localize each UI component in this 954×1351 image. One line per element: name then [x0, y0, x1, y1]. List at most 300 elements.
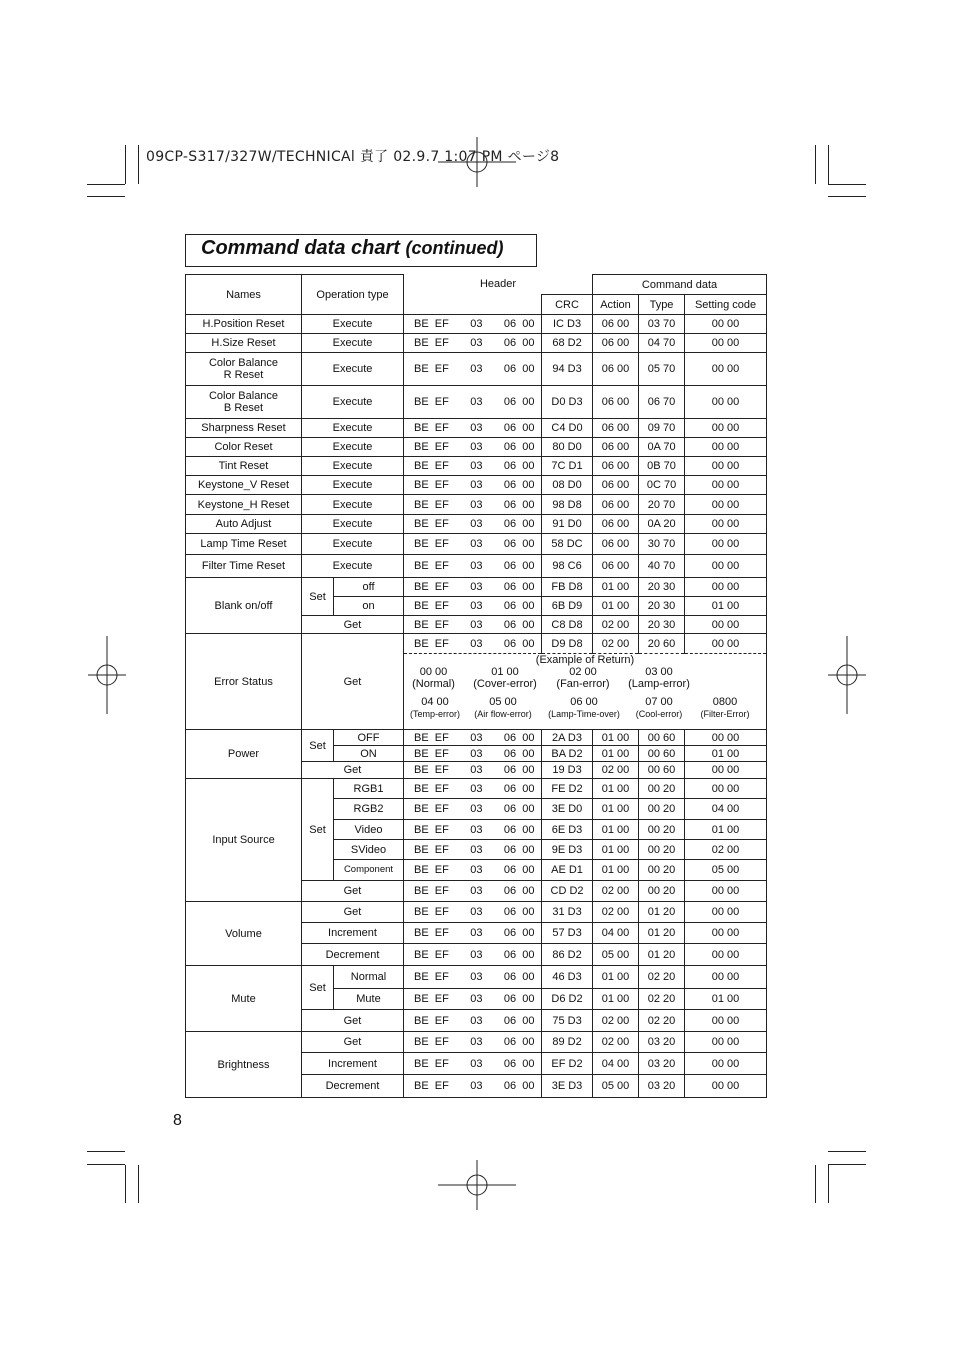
setting-code-cell: 01 00: [685, 746, 767, 762]
crc-cell: 86 D2: [542, 944, 593, 966]
type-cell: 03 20: [639, 1075, 685, 1098]
action-cell: 02 00: [593, 902, 639, 923]
return-code: 0800: [712, 696, 738, 708]
return-example-title: (Example of Return): [535, 654, 635, 666]
return-description: (Filter-Error): [700, 709, 750, 719]
type-cell: 03 20: [639, 1053, 685, 1075]
setting-code-cell: 05 00: [685, 860, 767, 881]
action-cell: 01 00: [593, 799, 639, 820]
action-cell: 06 00: [593, 419, 639, 438]
type-cell: 03 20: [639, 1032, 685, 1053]
type-cell: 06 70: [639, 386, 685, 419]
command-name-cell: Auto Adjust: [186, 515, 302, 534]
return-description: (Air flow-error): [474, 709, 532, 719]
operation-type-cell: Execute: [302, 495, 404, 515]
crc-cell: 98 D8: [542, 495, 593, 515]
action-cell: 02 00: [593, 881, 639, 902]
header-bytes-cell: BE EF 03 06 00: [404, 820, 542, 840]
action-cell: 06 00: [593, 515, 639, 534]
header-bytes-cell: BE EF 03 06 00: [404, 495, 542, 515]
operation-type-cell: Get: [302, 902, 404, 923]
setting-code-cell: 00 00: [685, 386, 767, 419]
table-row: [186, 438, 767, 457]
type-cell: 05 70: [639, 353, 685, 386]
header-bytes-cell: BE EF 03 06 00: [404, 1075, 542, 1098]
crop-mark: [138, 145, 139, 184]
command-name-cell: H.Size Reset: [186, 334, 302, 353]
header-spacer: [404, 295, 542, 315]
type-cell: 00 20: [639, 799, 685, 820]
setting-code-cell: 00 00: [685, 634, 767, 654]
table-row: [186, 779, 767, 799]
operation-type-cell: Execute: [302, 334, 404, 353]
header-bytes-cell: BE EF 03 06 00: [404, 634, 542, 654]
operation-type-cell: Execute: [302, 386, 404, 419]
crc-cell: FE D2: [542, 779, 593, 799]
table-row: [186, 315, 767, 334]
header-bytes-cell: BE EF 03 06 00: [404, 840, 542, 860]
return-code: 04 00: [421, 696, 449, 708]
setting-code-cell: 00 00: [685, 515, 767, 534]
crc-cell: 6E D3: [542, 820, 593, 840]
action-cell: 01 00: [593, 860, 639, 881]
table-row: [186, 578, 767, 597]
type-cell: 20 30: [639, 597, 685, 616]
crc-cell: 58 DC: [542, 534, 593, 555]
setting-code-cell: 00 00: [685, 1075, 767, 1098]
setting-code-cell: 00 00: [685, 881, 767, 902]
header-bytes-cell: BE EF 03 06 00: [404, 438, 542, 457]
command-name-cell: Keystone_H Reset: [186, 495, 302, 515]
action-cell: 01 00: [593, 779, 639, 799]
header-bytes-cell: BE EF 03 06 00: [404, 966, 542, 989]
header-bytes-cell: BE EF 03 06 00: [404, 881, 542, 902]
setting-code-cell: 00 00: [685, 1053, 767, 1075]
type-cell: 04 70: [639, 334, 685, 353]
action-cell: 06 00: [593, 534, 639, 555]
crc-cell: AE D1: [542, 860, 593, 881]
crop-mark: [815, 145, 816, 184]
operation-type-cell: Get: [302, 1032, 404, 1053]
table-row: [186, 476, 767, 495]
header-bytes-cell: BE EF 03 06 00: [404, 555, 542, 578]
section-title-main: Command data chart: [201, 237, 400, 259]
operation-type-cell: Execute: [302, 534, 404, 555]
action-cell: 06 00: [593, 334, 639, 353]
header-names: Names: [186, 275, 302, 315]
setting-code-cell: 01 00: [685, 989, 767, 1010]
crop-mark: [815, 1165, 816, 1203]
return-code: 05 00: [489, 696, 517, 708]
crop-mark: [125, 1165, 126, 1203]
type-cell: 0B 70: [639, 457, 685, 476]
operation-type-cell: Increment: [302, 923, 404, 944]
operation-subtype-cell: off: [334, 578, 404, 597]
header-bytes-cell: BE EF 03 06 00: [404, 860, 542, 881]
setting-code-cell: 00 00: [685, 730, 767, 746]
return-description: (Lamp-error): [628, 678, 690, 690]
type-cell: 00 20: [639, 820, 685, 840]
print-slug: 09CP-S317/327W/TECHNICAl 責了 02.9.7 1:07 PM ページ8: [146, 149, 560, 165]
action-cell: 05 00: [593, 1075, 639, 1098]
section-title-continued: (continued): [405, 238, 504, 258]
action-cell: 04 00: [593, 1053, 639, 1075]
crop-mark: [828, 184, 866, 185]
table-row: [186, 515, 767, 534]
type-cell: 02 20: [639, 989, 685, 1010]
setting-code-cell: 00 00: [685, 353, 767, 386]
header-bytes-cell: BE EF 03 06 00: [404, 989, 542, 1010]
setting-code-cell: 00 00: [685, 1032, 767, 1053]
crc-cell: 98 C6: [542, 555, 593, 578]
header-header-label: Header: [479, 278, 517, 291]
type-cell: 03 70: [639, 315, 685, 334]
header-bytes-cell: BE EF 03 06 00: [404, 457, 542, 476]
setting-code-cell: 00 00: [685, 762, 767, 779]
section-title: [201, 237, 503, 260]
setting-code-cell: 02 00: [685, 840, 767, 860]
type-cell: 00 60: [639, 746, 685, 762]
command-name-cell: Color Balance B Reset: [186, 386, 302, 419]
registration-mark-icon: [88, 636, 126, 714]
command-name-cell: Keystone_V Reset: [186, 476, 302, 495]
type-cell: 0C 70: [639, 476, 685, 495]
setting-code-cell: 00 00: [685, 315, 767, 334]
action-cell: 02 00: [593, 634, 639, 654]
type-cell: 20 70: [639, 495, 685, 515]
operation-type-cell: Increment: [302, 1053, 404, 1075]
table-row: [186, 386, 767, 419]
command-name-cell: Lamp Time Reset: [186, 534, 302, 555]
crc-cell: 31 D3: [542, 902, 593, 923]
type-cell: 00 20: [639, 881, 685, 902]
action-cell: 01 00: [593, 840, 639, 860]
type-cell: 00 20: [639, 840, 685, 860]
operation-subtype-cell: RGB2: [334, 799, 404, 820]
operation-subtype-cell: Component: [334, 860, 404, 881]
crc-cell: 2A D3: [542, 730, 593, 746]
operation-subtype-cell: on: [334, 597, 404, 616]
return-description: (Normal): [412, 678, 455, 690]
setting-code-cell: 00 00: [685, 334, 767, 353]
return-description: (Temp-error): [409, 709, 460, 719]
header-bytes-cell: BE EF 03 06 00: [404, 315, 542, 334]
type-cell: 40 70: [639, 555, 685, 578]
setting-code-cell: 00 00: [685, 578, 767, 597]
header-bytes-cell: BE EF 03 06 00: [404, 730, 542, 746]
action-cell: 04 00: [593, 923, 639, 944]
crop-mark: [87, 1151, 125, 1152]
crop-mark: [125, 145, 126, 184]
action-cell: 06 00: [593, 555, 639, 578]
crc-cell: 80 D0: [542, 438, 593, 457]
section-title-box: [185, 234, 537, 267]
header-header: [404, 275, 593, 295]
registration-mark-icon: [828, 636, 866, 714]
command-name-cell: Power: [186, 730, 302, 779]
type-cell: 01 20: [639, 902, 685, 923]
action-cell: 01 00: [593, 989, 639, 1010]
crc-cell: CD D2: [542, 881, 593, 902]
crc-cell: EF D2: [542, 1053, 593, 1075]
command-name-cell: Volume: [186, 902, 302, 966]
operation-get-cell: Get: [302, 616, 404, 634]
header-bytes-cell: BE EF 03 06 00: [404, 476, 542, 495]
type-cell: 0A 70: [639, 438, 685, 457]
setting-code-cell: 04 00: [685, 799, 767, 820]
operation-type-cell: Execute: [302, 315, 404, 334]
setting-code-cell: 00 00: [685, 476, 767, 495]
table-row: [186, 334, 767, 353]
operation-set-cell: Set: [302, 730, 334, 762]
table-row: [186, 966, 767, 989]
operation-set-cell: Set: [302, 966, 334, 1010]
header-bytes-cell: BE EF 03 06 00: [404, 419, 542, 438]
crc-cell: FB D8: [542, 578, 593, 597]
setting-code-cell: 01 00: [685, 820, 767, 840]
type-cell: 00 20: [639, 860, 685, 881]
header-bytes-cell: BE EF 03 06 00: [404, 902, 542, 923]
action-cell: 06 00: [593, 476, 639, 495]
crop-mark: [87, 184, 125, 185]
operation-subtype-cell: RGB1: [334, 779, 404, 799]
header-bytes-cell: BE EF 03 06 00: [404, 779, 542, 799]
return-code: 01 00: [491, 666, 519, 678]
setting-code-cell: 00 00: [685, 902, 767, 923]
type-cell: 00 20: [639, 779, 685, 799]
header-bytes-cell: BE EF 03 06 00: [404, 515, 542, 534]
type-cell: 20 30: [639, 578, 685, 597]
table-row: [186, 353, 767, 386]
crop-mark: [828, 1164, 866, 1165]
command-name-cell: Blank on/off: [186, 578, 302, 634]
action-cell: 02 00: [593, 1010, 639, 1032]
type-cell: 0A 20: [639, 515, 685, 534]
operation-type-cell: Execute: [302, 457, 404, 476]
action-cell: 02 00: [593, 616, 639, 634]
crc-cell: 6B D9: [542, 597, 593, 616]
crc-cell: 3E D0: [542, 799, 593, 820]
setting-code-cell: 01 00: [685, 597, 767, 616]
table-row: [186, 534, 767, 555]
header-crc: CRC: [542, 295, 593, 315]
return-code: 06 00: [570, 696, 598, 708]
crc-cell: C4 D0: [542, 419, 593, 438]
operation-type-cell: Execute: [302, 476, 404, 495]
table-row: [186, 1032, 767, 1053]
crop-mark: [828, 196, 866, 197]
command-name-cell: Tint Reset: [186, 457, 302, 476]
header-bytes-cell: BE EF 03 06 00: [404, 1010, 542, 1032]
operation-get-cell: Get: [302, 634, 404, 730]
table-row: [186, 634, 767, 654]
header-bytes-cell: BE EF 03 06 00: [404, 534, 542, 555]
header-bytes-cell: BE EF 03 06 00: [404, 578, 542, 597]
crc-cell: 7C D1: [542, 457, 593, 476]
operation-subtype-cell: Normal: [334, 966, 404, 989]
setting-code-cell: 00 00: [685, 555, 767, 578]
header-type: Type: [639, 295, 685, 315]
table-row: [186, 730, 767, 746]
action-cell: 02 00: [593, 762, 639, 779]
type-cell: 02 20: [639, 966, 685, 989]
operation-get-cell: Get: [302, 881, 404, 902]
crc-cell: 89 D2: [542, 1032, 593, 1053]
registration-mark-icon: [438, 1160, 516, 1210]
return-description: (Lamp-Time-over): [548, 709, 620, 719]
action-cell: 06 00: [593, 438, 639, 457]
action-cell: 01 00: [593, 597, 639, 616]
header-setting-code: Setting code: [685, 295, 767, 315]
crc-cell: 68 D2: [542, 334, 593, 353]
header-bytes-cell: BE EF 03 06 00: [404, 353, 542, 386]
return-code: 00 00: [419, 666, 448, 678]
crc-cell: 75 D3: [542, 1010, 593, 1032]
operation-set-cell: Set: [302, 779, 334, 881]
operation-type-cell: Decrement: [302, 1075, 404, 1098]
operation-get-cell: Get: [302, 762, 404, 779]
command-name-cell: Filter Time Reset: [186, 555, 302, 578]
crc-cell: D9 D8: [542, 634, 593, 654]
return-description: (Cover-error): [473, 678, 537, 690]
setting-code-cell: 00 00: [685, 779, 767, 799]
setting-code-cell: 00 00: [685, 419, 767, 438]
operation-set-cell: Set: [302, 578, 334, 616]
crop-mark: [828, 1165, 829, 1203]
action-cell: 06 00: [593, 495, 639, 515]
crc-cell: 91 D0: [542, 515, 593, 534]
type-cell: 20 30: [639, 616, 685, 634]
return-description: (Fan-error): [556, 678, 610, 690]
command-name-cell: Mute: [186, 966, 302, 1032]
crc-cell: D0 D3: [542, 386, 593, 419]
crop-mark: [87, 1164, 125, 1165]
type-cell: 02 20: [639, 1010, 685, 1032]
crc-cell: 08 D0: [542, 476, 593, 495]
setting-code-cell: 00 00: [685, 534, 767, 555]
crop-mark: [828, 145, 829, 184]
setting-code-cell: 00 00: [685, 457, 767, 476]
setting-code-cell: 00 00: [685, 944, 767, 966]
header-bytes-cell: BE EF 03 06 00: [404, 334, 542, 353]
command-name-cell: Input Source: [186, 779, 302, 902]
action-cell: 06 00: [593, 457, 639, 476]
action-cell: 06 00: [593, 353, 639, 386]
command-name-cell: Brightness: [186, 1032, 302, 1098]
crop-mark: [138, 1165, 139, 1203]
header-operation-type: Operation type: [302, 275, 404, 315]
header-bytes-cell: BE EF 03 06 00: [404, 746, 542, 762]
command-name-cell: Color Balance R Reset: [186, 353, 302, 386]
setting-code-cell: 00 00: [685, 495, 767, 515]
command-name-cell: Color Reset: [186, 438, 302, 457]
command-name-cell: H.Position Reset: [186, 315, 302, 334]
operation-subtype-cell: OFF: [334, 730, 404, 746]
type-cell: 01 20: [639, 923, 685, 944]
crc-cell: 94 D3: [542, 353, 593, 386]
action-cell: 01 00: [593, 730, 639, 746]
header-action: Action: [593, 295, 639, 315]
header-bytes-cell: BE EF 03 06 00: [404, 597, 542, 616]
action-cell: 02 00: [593, 1032, 639, 1053]
header-bytes-cell: BE EF 03 06 00: [404, 944, 542, 966]
return-code: 02 00: [569, 666, 597, 678]
table-row: [186, 457, 767, 476]
type-cell: 00 60: [639, 730, 685, 746]
operation-type-cell: Execute: [302, 555, 404, 578]
type-cell: 00 60: [639, 762, 685, 779]
command-data-table: [185, 274, 767, 1098]
header-bytes-cell: BE EF 03 06 00: [404, 923, 542, 944]
table-row: [186, 902, 767, 923]
header-bytes-cell: BE EF 03 06 00: [404, 616, 542, 634]
return-description: (Cool-error): [635, 709, 683, 719]
crc-cell: 57 D3: [542, 923, 593, 944]
table-row: [186, 495, 767, 515]
action-cell: 01 00: [593, 966, 639, 989]
table-row: [186, 555, 767, 578]
setting-code-cell: 00 00: [685, 1010, 767, 1032]
action-cell: 06 00: [593, 386, 639, 419]
operation-type-cell: Decrement: [302, 944, 404, 966]
operation-subtype-cell: ON: [334, 746, 404, 762]
setting-code-cell: 00 00: [685, 616, 767, 634]
operation-subtype-cell: Mute: [334, 989, 404, 1010]
setting-code-cell: 00 00: [685, 966, 767, 989]
setting-code-cell: 00 00: [685, 923, 767, 944]
crc-cell: BA D2: [542, 746, 593, 762]
page-number: 8: [173, 1112, 182, 1129]
setting-code-cell: 00 00: [685, 438, 767, 457]
return-code: 07 00: [645, 696, 673, 708]
action-cell: 05 00: [593, 944, 639, 966]
action-cell: 06 00: [593, 315, 639, 334]
crc-cell: 19 D3: [542, 762, 593, 779]
action-cell: 01 00: [593, 746, 639, 762]
crc-cell: 3E D3: [542, 1075, 593, 1098]
action-cell: 01 00: [593, 820, 639, 840]
operation-get-cell: Get: [302, 1010, 404, 1032]
type-cell: 01 20: [639, 944, 685, 966]
header-bytes-cell: BE EF 03 06 00: [404, 1053, 542, 1075]
header-bytes-cell: BE EF 03 06 00: [404, 762, 542, 779]
operation-type-cell: Execute: [302, 353, 404, 386]
command-name-cell: Sharpness Reset: [186, 419, 302, 438]
operation-type-cell: Execute: [302, 438, 404, 457]
operation-subtype-cell: Video: [334, 820, 404, 840]
table-row: [186, 419, 767, 438]
return-example-cell: [404, 654, 767, 730]
operation-subtype-cell: SVideo: [334, 840, 404, 860]
type-cell: 09 70: [639, 419, 685, 438]
type-cell: 20 60: [639, 634, 685, 654]
crc-cell: C8 D8: [542, 616, 593, 634]
action-cell: 01 00: [593, 578, 639, 597]
crop-mark: [828, 1151, 866, 1152]
header-command-data: Command data: [593, 275, 767, 295]
type-cell: 30 70: [639, 534, 685, 555]
command-name-cell: Error Status: [186, 634, 302, 730]
crop-mark: [87, 196, 125, 197]
header-bytes-cell: BE EF 03 06 00: [404, 386, 542, 419]
header-bytes-cell: BE EF 03 06 00: [404, 799, 542, 820]
operation-type-cell: Execute: [302, 515, 404, 534]
crc-cell: D6 D2: [542, 989, 593, 1010]
header-bytes-cell: BE EF 03 06 00: [404, 1032, 542, 1053]
crc-cell: IC D3: [542, 315, 593, 334]
crc-cell: 46 D3: [542, 966, 593, 989]
operation-type-cell: Execute: [302, 419, 404, 438]
